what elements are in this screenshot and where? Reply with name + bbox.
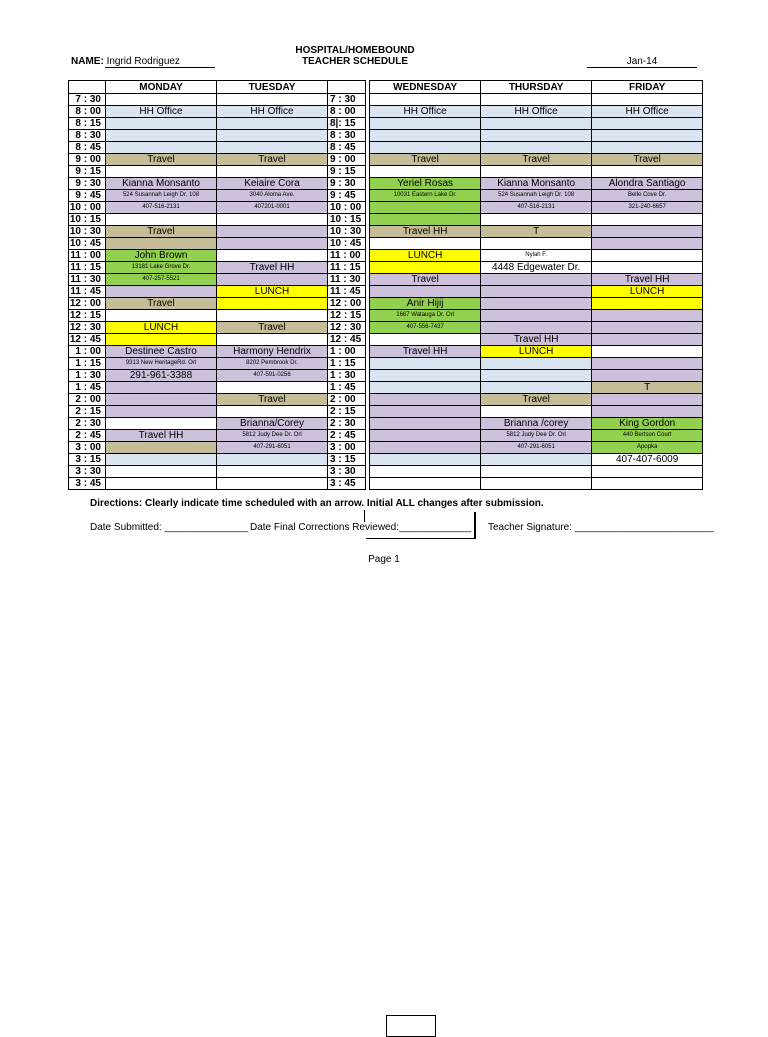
schedule-cell[interactable]: HH Office bbox=[370, 106, 481, 118]
schedule-cell[interactable]: Kianna Monsanto bbox=[106, 178, 217, 190]
time-slot-label: 11 : 45 bbox=[69, 286, 106, 298]
time-slot-label: 1 : 45 bbox=[328, 382, 366, 394]
schedule-cell[interactable] bbox=[370, 94, 481, 106]
time-slot-label: 3 : 45 bbox=[328, 478, 366, 490]
schedule-cell[interactable]: Travel bbox=[481, 154, 592, 166]
name-underline bbox=[105, 67, 215, 68]
divider-underline bbox=[366, 538, 476, 539]
schedule-cell[interactable]: Yeriel Rosas bbox=[370, 178, 481, 190]
schedule-row bbox=[69, 178, 703, 190]
time-slot-label: 1 : 15 bbox=[69, 358, 106, 370]
time-slot-label: 11 : 45 bbox=[328, 286, 366, 298]
divider-line-thick bbox=[474, 512, 476, 539]
time-slot-label: 9 : 15 bbox=[69, 166, 106, 178]
schedule-cell[interactable]: Travel HH bbox=[592, 274, 703, 286]
schedule-cell[interactable]: HH Office bbox=[106, 106, 217, 118]
schedule-cell[interactable] bbox=[370, 382, 481, 394]
schedule-cell[interactable]: 524 Susannah Leigh Dr. 108 bbox=[481, 190, 592, 202]
schedule-cell[interactable]: 291-961-3388 bbox=[106, 370, 217, 382]
time-slot-label: 11 : 15 bbox=[328, 262, 366, 274]
teacher-signature-field[interactable]: Teacher Signature: _________________________ bbox=[488, 522, 714, 533]
page-number: Page 1 bbox=[368, 554, 400, 565]
time-slot-label: 10 : 30 bbox=[69, 226, 106, 238]
schedule-cell[interactable]: 13181 Lake Grove Dr. bbox=[106, 262, 217, 274]
schedule-cell[interactable] bbox=[592, 358, 703, 370]
name-row bbox=[71, 56, 180, 67]
schedule-cell[interactable] bbox=[217, 142, 328, 154]
schedule-date: Jan-14 bbox=[626, 56, 658, 67]
schedule-cell[interactable]: King Gordon bbox=[592, 418, 703, 430]
schedule-cell[interactable] bbox=[370, 442, 481, 454]
time-slot-label: 12 : 00 bbox=[328, 298, 366, 310]
time-slot-label: 1 : 00 bbox=[69, 346, 106, 358]
schedule-row bbox=[69, 190, 703, 202]
schedule-cell[interactable]: HH Office bbox=[217, 106, 328, 118]
schedule-row bbox=[69, 382, 703, 394]
schedule-cell[interactable]: Travel bbox=[106, 154, 217, 166]
time-slot-label: 9 : 15 bbox=[328, 166, 366, 178]
schedule-row bbox=[69, 130, 703, 142]
schedule-cell[interactable]: 407-407-6009 bbox=[592, 454, 703, 466]
schedule-row bbox=[69, 370, 703, 382]
schedule-cell[interactable] bbox=[106, 454, 217, 466]
time-slot-label: 10 : 00 bbox=[69, 202, 106, 214]
schedule-cell[interactable] bbox=[217, 454, 328, 466]
schedule-cell[interactable] bbox=[592, 214, 703, 226]
schedule-cell[interactable] bbox=[106, 334, 217, 346]
page-box bbox=[386, 1015, 436, 1037]
schedule-row bbox=[69, 118, 703, 130]
time-slot-label: 11 : 00 bbox=[328, 250, 366, 262]
schedule-cell[interactable]: Travel HH bbox=[217, 262, 328, 274]
schedule-row bbox=[69, 250, 703, 262]
schedule-cell[interactable]: LUNCH bbox=[106, 322, 217, 334]
time-slot-label: 9 : 45 bbox=[69, 190, 106, 202]
schedule-cell[interactable] bbox=[370, 214, 481, 226]
schedule-row bbox=[69, 466, 703, 478]
schedule-cell[interactable] bbox=[106, 418, 217, 430]
time-slot-label: 1 : 30 bbox=[328, 370, 366, 382]
schedule-cell[interactable]: 407-291-6051 bbox=[217, 442, 328, 454]
schedule-cell[interactable] bbox=[370, 118, 481, 130]
schedule-cell[interactable] bbox=[370, 130, 481, 142]
schedule-cell[interactable] bbox=[481, 118, 592, 130]
time-slot-label: 8 : 45 bbox=[328, 142, 366, 154]
schedule-cell[interactable]: 8202 Pembrook Dr. bbox=[217, 358, 328, 370]
schedule-cell[interactable]: Keiaire Cora bbox=[217, 178, 328, 190]
schedule-cell[interactable] bbox=[106, 382, 217, 394]
schedule-cell[interactable]: 407-516-2131 bbox=[106, 202, 217, 214]
schedule-cell[interactable] bbox=[106, 394, 217, 406]
header-row bbox=[69, 81, 703, 94]
schedule-cell[interactable]: 440 Bertson Court bbox=[592, 430, 703, 442]
schedule-cell[interactable]: 407201-0001 bbox=[217, 202, 328, 214]
time-slot-label: 12 : 15 bbox=[328, 310, 366, 322]
time-slot-label: 12 : 45 bbox=[328, 334, 366, 346]
schedule-cell[interactable] bbox=[592, 238, 703, 250]
schedule-row bbox=[69, 238, 703, 250]
schedule-cell[interactable] bbox=[481, 274, 592, 286]
schedule-cell[interactable] bbox=[106, 214, 217, 226]
schedule-cell[interactable] bbox=[592, 466, 703, 478]
time-slot-label: 8 : 45 bbox=[69, 142, 106, 154]
schedule-row bbox=[69, 286, 703, 298]
schedule-cell[interactable] bbox=[592, 394, 703, 406]
schedule-cell[interactable]: Travel bbox=[106, 226, 217, 238]
schedule-cell[interactable] bbox=[481, 166, 592, 178]
schedule-cell[interactable] bbox=[217, 382, 328, 394]
time-slot-label: 10 : 30 bbox=[328, 226, 366, 238]
schedule-row bbox=[69, 442, 703, 454]
title-line-1: HOSPITAL/HOMEBOUND bbox=[295, 45, 415, 56]
schedule-cell[interactable] bbox=[370, 286, 481, 298]
time-slot-label: 11 : 00 bbox=[69, 250, 106, 262]
schedule-table bbox=[68, 80, 703, 490]
schedule-cell[interactable]: Travel HH bbox=[370, 226, 481, 238]
schedule-cell[interactable] bbox=[106, 310, 217, 322]
schedule-cell[interactable] bbox=[217, 238, 328, 250]
schedule-cell[interactable]: Kianna Monsanto bbox=[481, 178, 592, 190]
day-header: FRIDAY bbox=[592, 81, 703, 94]
schedule-cell[interactable] bbox=[106, 238, 217, 250]
schedule-cell[interactable] bbox=[592, 94, 703, 106]
date-final-corrections-field[interactable]: Date Final Corrections Reviewed:_____________ bbox=[250, 522, 472, 533]
day-header: MONDAY bbox=[106, 81, 217, 94]
time-slot-label: 11 : 30 bbox=[69, 274, 106, 286]
time-slot-label: 9 : 45 bbox=[328, 190, 366, 202]
schedule-cell[interactable] bbox=[370, 262, 481, 274]
schedule-cell[interactable]: Travel bbox=[370, 274, 481, 286]
time-slot-label: 8 : 00 bbox=[328, 106, 366, 118]
schedule-cell[interactable]: Travel bbox=[592, 154, 703, 166]
schedule-row bbox=[69, 94, 703, 106]
date-underline bbox=[587, 67, 697, 68]
time-slot-label: 1 : 45 bbox=[69, 382, 106, 394]
schedule-cell[interactable]: Anir Hijij bbox=[370, 298, 481, 310]
schedule-cell[interactable]: HH Office bbox=[481, 106, 592, 118]
schedule-cell[interactable]: Destinee Castro bbox=[106, 346, 217, 358]
schedule-row bbox=[69, 298, 703, 310]
time-slot-label: 12 : 30 bbox=[69, 322, 106, 334]
schedule-cell[interactable] bbox=[592, 262, 703, 274]
schedule-cell[interactable]: Travel HH bbox=[370, 346, 481, 358]
schedule-cell[interactable]: LUNCH bbox=[481, 346, 592, 358]
schedule-cell[interactable] bbox=[217, 226, 328, 238]
schedule-cell[interactable] bbox=[481, 370, 592, 382]
day-header: THURSDAY bbox=[481, 81, 592, 94]
schedule-cell[interactable] bbox=[481, 298, 592, 310]
schedule-cell[interactable] bbox=[370, 142, 481, 154]
schedule-cell[interactable]: Travel bbox=[370, 154, 481, 166]
schedule-cell[interactable]: Travel bbox=[217, 154, 328, 166]
schedule-row bbox=[69, 226, 703, 238]
time-slot-label: 9 : 00 bbox=[328, 154, 366, 166]
schedule-cell[interactable] bbox=[217, 118, 328, 130]
schedule-row bbox=[69, 418, 703, 430]
schedule-row bbox=[69, 334, 703, 346]
schedule-cell[interactable]: 1667 Watauga Dr. Orl bbox=[370, 310, 481, 322]
schedule-row bbox=[69, 406, 703, 418]
time-slot-label: 2 : 45 bbox=[69, 430, 106, 442]
schedule-cell[interactable] bbox=[106, 166, 217, 178]
time-slot-label: 8 : 30 bbox=[328, 130, 366, 142]
schedule-cell[interactable]: Travel HH bbox=[481, 334, 592, 346]
schedule-cell[interactable] bbox=[217, 466, 328, 478]
time-slot-label: 10 : 15 bbox=[328, 214, 366, 226]
schedule-cell[interactable]: Travel bbox=[217, 394, 328, 406]
time-slot-label: 10 : 45 bbox=[328, 238, 366, 250]
schedule-cell[interactable] bbox=[217, 274, 328, 286]
time-slot-label: 1 : 00 bbox=[328, 346, 366, 358]
time-slot-label: 7 : 30 bbox=[328, 94, 366, 106]
schedule-cell[interactable]: Travel bbox=[217, 322, 328, 334]
time-slot-label: 12 : 30 bbox=[328, 322, 366, 334]
time-slot-label: 9 : 00 bbox=[69, 154, 106, 166]
schedule-cell[interactable] bbox=[592, 142, 703, 154]
time-slot-label: 1 : 15 bbox=[328, 358, 366, 370]
schedule-cell[interactable] bbox=[370, 202, 481, 214]
time-slot-label: 3 : 45 bbox=[69, 478, 106, 490]
schedule-cell[interactable]: 9313 New HeritageRd. Orl bbox=[106, 358, 217, 370]
schedule-cell[interactable] bbox=[106, 142, 217, 154]
schedule-cell[interactable]: 407-291-6051 bbox=[481, 442, 592, 454]
schedule-row bbox=[69, 430, 703, 442]
schedule-cell[interactable] bbox=[481, 310, 592, 322]
schedule-cell[interactable] bbox=[370, 454, 481, 466]
time-slot-label: 12 : 00 bbox=[69, 298, 106, 310]
time-slot-label: 3 : 00 bbox=[328, 442, 366, 454]
schedule-cell[interactable] bbox=[370, 370, 481, 382]
schedule-cell[interactable] bbox=[217, 214, 328, 226]
schedule-row bbox=[69, 310, 703, 322]
schedule-cell[interactable] bbox=[370, 466, 481, 478]
schedule-cell[interactable] bbox=[481, 406, 592, 418]
schedule-row bbox=[69, 106, 703, 118]
schedule-cell[interactable]: 5812 Judy Dee Dr. Orl bbox=[217, 430, 328, 442]
schedule-cell[interactable] bbox=[481, 466, 592, 478]
schedule-cell[interactable] bbox=[106, 118, 217, 130]
time-slot-label: 3 : 15 bbox=[69, 454, 106, 466]
schedule-cell[interactable]: 10031 Eastern Lake Dr. bbox=[370, 190, 481, 202]
schedule-cell[interactable]: Travel bbox=[106, 298, 217, 310]
time-slot-label: 3 : 15 bbox=[328, 454, 366, 466]
schedule-row bbox=[69, 358, 703, 370]
schedule-cell[interactable]: 3040 Aloma Ave. bbox=[217, 190, 328, 202]
schedule-cell[interactable] bbox=[592, 406, 703, 418]
schedule-row bbox=[69, 454, 703, 466]
schedule-cell[interactable] bbox=[106, 478, 217, 490]
schedule-row bbox=[69, 346, 703, 358]
time-slot-label: 9 : 30 bbox=[328, 178, 366, 190]
schedule-cell[interactable] bbox=[217, 166, 328, 178]
schedule-cell[interactable]: John Brown bbox=[106, 250, 217, 262]
date-submitted-field[interactable]: Date Submitted: _______________ bbox=[90, 522, 248, 533]
schedule-cell[interactable] bbox=[370, 358, 481, 370]
schedule-cell[interactable] bbox=[217, 406, 328, 418]
time-slot-label: 2 : 30 bbox=[328, 418, 366, 430]
schedule-cell[interactable] bbox=[592, 166, 703, 178]
time-slot-label: 7 : 30 bbox=[69, 94, 106, 106]
schedule-cell[interactable] bbox=[481, 454, 592, 466]
schedule-cell[interactable] bbox=[217, 310, 328, 322]
schedule-cell[interactable]: 407-556-7437 bbox=[370, 322, 481, 334]
time-slot-label: 8 : 00 bbox=[69, 106, 106, 118]
schedule-cell[interactable] bbox=[370, 418, 481, 430]
time-slot-label: 9 : 30 bbox=[69, 178, 106, 190]
schedule-cell[interactable] bbox=[217, 250, 328, 262]
schedule-cell[interactable] bbox=[481, 130, 592, 142]
name-label: NAME: bbox=[71, 56, 104, 67]
time-slot-label: 8 : 15 bbox=[69, 118, 106, 130]
time-slot-label: 11 : 30 bbox=[328, 274, 366, 286]
schedule-cell[interactable] bbox=[592, 478, 703, 490]
schedule-row bbox=[69, 274, 703, 286]
schedule-cell[interactable] bbox=[592, 346, 703, 358]
directions-text: Directions: Clearly indicate time scheduled with an arrow. Initial ALL changes after submission. bbox=[90, 498, 544, 509]
schedule-cell[interactable]: Belle Cove Dr. bbox=[592, 190, 703, 202]
day-header: WEDNESDAY bbox=[370, 81, 481, 94]
schedule-cell[interactable] bbox=[370, 238, 481, 250]
time-slot-label: 2 : 00 bbox=[69, 394, 106, 406]
time-slot-label: 8 : 30 bbox=[69, 130, 106, 142]
time-slot-label: 12 : 45 bbox=[69, 334, 106, 346]
schedule-cell[interactable] bbox=[217, 94, 328, 106]
schedule-cell[interactable] bbox=[106, 286, 217, 298]
schedule-cell[interactable]: T bbox=[481, 226, 592, 238]
schedule-cell[interactable] bbox=[481, 94, 592, 106]
schedule-cell[interactable]: Harmony Hendrix bbox=[217, 346, 328, 358]
schedule-cell[interactable]: Alondra Santiago bbox=[592, 178, 703, 190]
schedule-cell[interactable]: 4448 Edgewater Dr. bbox=[481, 262, 592, 274]
schedule-cell[interactable] bbox=[217, 298, 328, 310]
time-slot-label: 3 : 30 bbox=[69, 466, 106, 478]
schedule-cell[interactable]: LUNCH bbox=[217, 286, 328, 298]
schedule-row bbox=[69, 322, 703, 334]
time-slot-label: 10 : 45 bbox=[69, 238, 106, 250]
schedule-cell[interactable]: Nylah F. bbox=[481, 250, 592, 262]
schedule-cell[interactable] bbox=[217, 334, 328, 346]
schedule-row bbox=[69, 142, 703, 154]
schedule-cell[interactable]: LUNCH bbox=[370, 250, 481, 262]
header-time-corner bbox=[328, 81, 366, 94]
schedule-cell[interactable]: 321-240-6657 bbox=[592, 202, 703, 214]
schedule-cell[interactable] bbox=[481, 142, 592, 154]
schedule-cell[interactable] bbox=[481, 238, 592, 250]
time-slot-label: 2 : 15 bbox=[69, 406, 106, 418]
schedule-cell[interactable]: Travel bbox=[481, 394, 592, 406]
time-slot-label: 1 : 30 bbox=[69, 370, 106, 382]
schedule-cell[interactable]: 407-591-0256 bbox=[217, 370, 328, 382]
time-slot-label: 3 : 00 bbox=[69, 442, 106, 454]
schedule-cell[interactable] bbox=[106, 94, 217, 106]
schedule-cell[interactable] bbox=[481, 286, 592, 298]
time-slot-label: 2 : 15 bbox=[328, 406, 366, 418]
schedule-cell[interactable] bbox=[106, 130, 217, 142]
time-slot-label: 2 : 00 bbox=[328, 394, 366, 406]
schedule-cell[interactable] bbox=[592, 118, 703, 130]
schedule-cell[interactable] bbox=[592, 130, 703, 142]
schedule-cell[interactable]: T bbox=[592, 382, 703, 394]
schedule-cell[interactable] bbox=[481, 322, 592, 334]
schedule-cell[interactable]: 5812 Judy Dee Dr. Orl bbox=[481, 430, 592, 442]
time-slot-label: 3 : 30 bbox=[328, 466, 366, 478]
schedule-cell[interactable] bbox=[592, 226, 703, 238]
schedule-cell[interactable] bbox=[592, 370, 703, 382]
schedule-cell[interactable] bbox=[106, 442, 217, 454]
schedule-cell[interactable] bbox=[592, 334, 703, 346]
schedule-cell[interactable] bbox=[370, 166, 481, 178]
time-slot-label: 11 : 15 bbox=[69, 262, 106, 274]
title-line-2: TEACHER SCHEDULE bbox=[301, 56, 409, 67]
schedule-cell[interactable] bbox=[370, 430, 481, 442]
schedule-cell[interactable] bbox=[481, 478, 592, 490]
schedule-row bbox=[69, 154, 703, 166]
schedule-cell[interactable]: 407-516-2131 bbox=[481, 202, 592, 214]
schedule-row bbox=[69, 262, 703, 274]
schedule-cell[interactable] bbox=[592, 250, 703, 262]
schedule-cell[interactable] bbox=[370, 478, 481, 490]
schedule-cell[interactable] bbox=[370, 394, 481, 406]
schedule-cell[interactable] bbox=[481, 358, 592, 370]
day-header: TUESDAY bbox=[217, 81, 328, 94]
schedule-cell[interactable] bbox=[592, 298, 703, 310]
time-slot-label: 2 : 45 bbox=[328, 430, 366, 442]
schedule-cell[interactable]: LUNCH bbox=[592, 286, 703, 298]
schedule-cell[interactable] bbox=[481, 382, 592, 394]
schedule-cell[interactable]: HH Office bbox=[592, 106, 703, 118]
schedule-cell[interactable] bbox=[592, 322, 703, 334]
schedule-cell[interactable]: Apopka bbox=[592, 442, 703, 454]
schedule-cell[interactable] bbox=[217, 478, 328, 490]
schedule-cell[interactable]: Brianna /corey bbox=[481, 418, 592, 430]
schedule-row bbox=[69, 394, 703, 406]
time-slot-label: 10 : 00 bbox=[328, 202, 366, 214]
schedule-cell[interactable]: 407-257-5521 bbox=[106, 274, 217, 286]
schedule-cell[interactable] bbox=[370, 334, 481, 346]
schedule-row bbox=[69, 202, 703, 214]
time-slot-label: 2 : 30 bbox=[69, 418, 106, 430]
schedule-cell[interactable] bbox=[106, 406, 217, 418]
time-slot-label: 10 : 15 bbox=[69, 214, 106, 226]
divider-line bbox=[364, 510, 365, 522]
schedule-cell[interactable] bbox=[217, 130, 328, 142]
schedule-cell[interactable]: 524 Susannah Leigh Dr. 108 bbox=[106, 190, 217, 202]
schedule-cell[interactable] bbox=[106, 466, 217, 478]
schedule-row bbox=[69, 478, 703, 490]
schedule-row bbox=[69, 214, 703, 226]
schedule-row bbox=[69, 166, 703, 178]
schedule-cell[interactable]: Brianna/Corey bbox=[217, 418, 328, 430]
schedule-cell[interactable] bbox=[481, 214, 592, 226]
schedule-cell[interactable] bbox=[592, 310, 703, 322]
name-value: Ingrid Rodriguez bbox=[106, 56, 180, 67]
time-slot-label: 8|: 15 bbox=[328, 118, 366, 130]
time-slot-label: 12 : 15 bbox=[69, 310, 106, 322]
schedule-cell[interactable] bbox=[370, 406, 481, 418]
header-time-corner bbox=[69, 81, 106, 94]
schedule-cell[interactable]: Travel HH bbox=[106, 430, 217, 442]
